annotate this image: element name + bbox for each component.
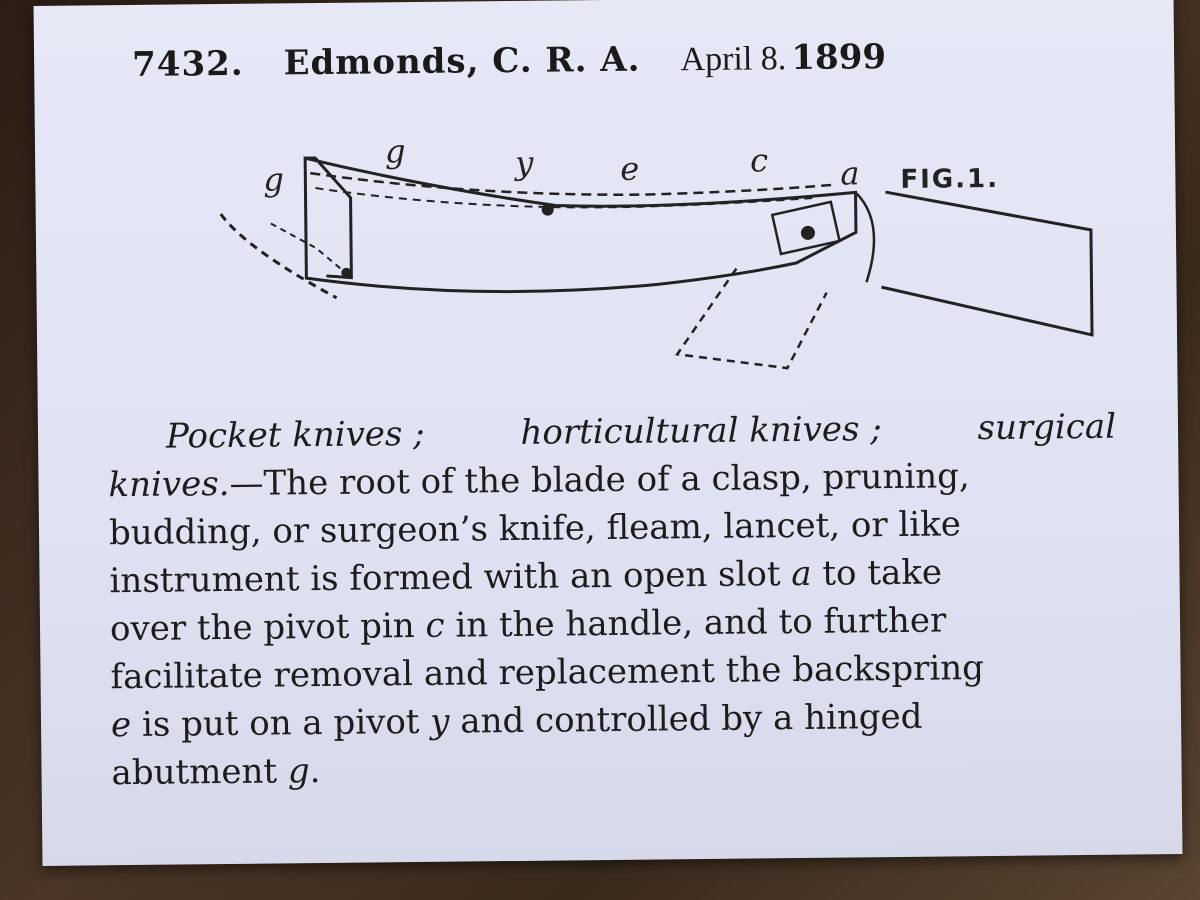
label-y: y xyxy=(514,143,534,182)
pivot-pin-c xyxy=(801,226,815,240)
patent-abstract xyxy=(108,402,1142,797)
figure-caption: FIG.1. xyxy=(900,163,1000,195)
patent-header xyxy=(132,35,1092,85)
line-5-b: in the handle, and to further xyxy=(444,600,947,646)
abstract-line-8 xyxy=(111,738,1141,797)
abstract-line-3: budding, or surgeon’s knife, fleam, lancet, or like xyxy=(108,504,962,554)
line-8-b: . xyxy=(309,751,321,792)
line-7-b: and controlled by a hinged xyxy=(449,696,923,742)
label-a: a xyxy=(840,154,860,193)
abutment-swing-inner xyxy=(271,223,352,279)
var-c: c xyxy=(425,605,445,646)
knife-drawing xyxy=(175,120,1078,389)
heading-pocket: Pocket knives ; xyxy=(165,413,425,457)
var-g: g xyxy=(287,751,310,792)
blade-open xyxy=(881,190,1093,337)
blade-root xyxy=(856,192,875,282)
patent-date xyxy=(680,37,886,79)
heading-surgical: surgical xyxy=(977,406,1117,449)
label-g-top: g xyxy=(384,132,406,171)
label-g-left: g xyxy=(263,160,285,199)
heading-horticultural: horticultural knives ; xyxy=(520,409,882,453)
var-a: a xyxy=(791,553,812,595)
blade-folded-dashed xyxy=(676,268,827,370)
line-4-b: to take xyxy=(811,552,943,594)
line-8-a: abutment xyxy=(111,751,289,794)
line-7-a: is put on a pivot xyxy=(130,701,431,746)
heading-knives: knives. xyxy=(108,463,230,506)
var-y: y xyxy=(430,701,450,742)
patent-year: 1899 xyxy=(791,37,887,79)
abstract-line-6: facilitate removal and replacement the backspring xyxy=(110,648,985,698)
var-e: e xyxy=(110,705,132,746)
label-c: c xyxy=(749,141,769,180)
line-5-a: over the pivot pin xyxy=(109,605,426,650)
abutment-swing xyxy=(221,213,337,299)
document-page xyxy=(34,0,1183,866)
patent-number: 7432. xyxy=(131,43,244,85)
patent-figure xyxy=(175,120,1078,389)
line-2-text: —The root of the blade of a clasp, pruning, xyxy=(229,456,970,504)
line-4-a: instrument is formed with an open slot xyxy=(109,554,792,602)
label-e: e xyxy=(620,149,640,188)
inventor-name: Edmonds, C. R. A. xyxy=(283,39,641,84)
patent-date-day: April 8. xyxy=(680,40,787,79)
